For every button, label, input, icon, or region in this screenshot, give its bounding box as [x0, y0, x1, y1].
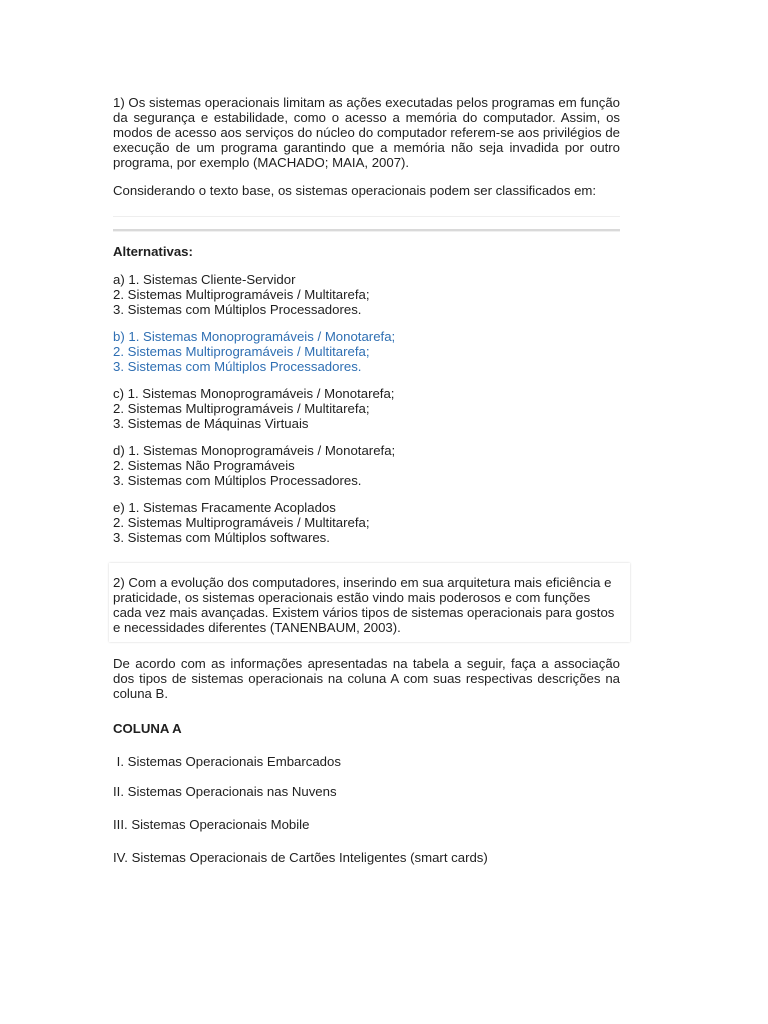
alternative-a-line-3: 3. Sistemas com Múltiplos Processadores. [113, 302, 362, 317]
column-a-heading: COLUNA A [113, 721, 182, 736]
alternative-e-line-1: e) 1. Sistemas Fracamente Acoplados [113, 500, 336, 515]
alternative-a-line-1: a) 1. Sistemas Cliente-Servidor [113, 272, 296, 287]
alternative-c[interactable] [113, 386, 620, 431]
alternative-c-line-3: 3. Sistemas de Máquinas Virtuais [113, 416, 309, 431]
alternative-a[interactable] [113, 272, 620, 317]
divider [113, 229, 620, 232]
question-1-statement: 1) Os sistemas operacionais limitam as ações executadas pelos programas em função da segurança e estabilidade, como o acesso a memória do computador. Assim, os modos de acesso aos serviços do núcleo do computador referem-se aos privilégios de execução de um programa garantindo que a memória não seja invadida por outro programa, por exemplo (MACHADO; MAIA, 2007). [113, 95, 620, 170]
alternative-b-selected[interactable] [113, 329, 620, 374]
alternative-c-line-2: 2. Sistemas Multiprogramáveis / Multitarefa; [113, 401, 370, 416]
alternative-e-line-3: 3. Sistemas com Múltiplos softwares. [113, 530, 330, 545]
question-2-instruction: De acordo com as informações apresentadas na tabela a seguir, faça a associação dos tipos de sistemas operacionais na coluna A com suas respectivas descrições na coluna B. [113, 656, 620, 701]
divider-light [113, 216, 620, 217]
question-1 [113, 95, 620, 545]
question-2-card [109, 563, 630, 642]
alternative-d[interactable] [113, 443, 620, 488]
alternative-c-line-1: c) 1. Sistemas Monoprogramáveis / Monotarefa; [113, 386, 395, 401]
alternative-b-line-3: 3. Sistemas com Múltiplos Processadores. [113, 359, 362, 374]
column-a-item-4: IV. Sistemas Operacionais de Cartões Inteligentes (smart cards) [113, 850, 488, 865]
alternative-d-line-3: 3. Sistemas com Múltiplos Processadores. [113, 473, 362, 488]
alternative-d-line-1: d) 1. Sistemas Monoprogramáveis / Monotarefa; [113, 443, 396, 458]
question-1-prompt: Considerando o texto base, os sistemas operacionais podem ser classificados em: [113, 183, 597, 198]
alternative-d-line-2: 2. Sistemas Não Programáveis [113, 458, 295, 473]
alternative-e-line-2: 2. Sistemas Multiprogramáveis / Multitarefa; [113, 515, 370, 530]
alternatives-heading: Alternativas: [113, 244, 193, 259]
alternative-b-line-2: 2. Sistemas Multiprogramáveis / Multitarefa; [113, 344, 370, 359]
column-a-item-1: I. Sistemas Operacionais Embarcados [113, 754, 341, 769]
column-a-item-2: II. Sistemas Operacionais nas Nuvens [113, 784, 337, 799]
column-a-item-3: III. Sistemas Operacionais Mobile [113, 817, 310, 832]
question-2-statement: 2) Com a evolução dos computadores, inserindo em sua arquitetura mais eficiência e praticidade, os sistemas operacionais estão vindo mais poderosos e com funções cada vez mais avançadas. Existem vários tipos de sistemas operacionais para gostos e necessidades diferentes (TANENBAUM, 2003). [113, 575, 615, 635]
alternative-e[interactable] [113, 500, 620, 545]
question-2-body [113, 656, 620, 865]
alternative-a-line-2: 2. Sistemas Multiprogramáveis / Multitarefa; [113, 287, 370, 302]
alternative-b-line-1: b) 1. Sistemas Monoprogramáveis / Monotarefa; [113, 329, 396, 344]
